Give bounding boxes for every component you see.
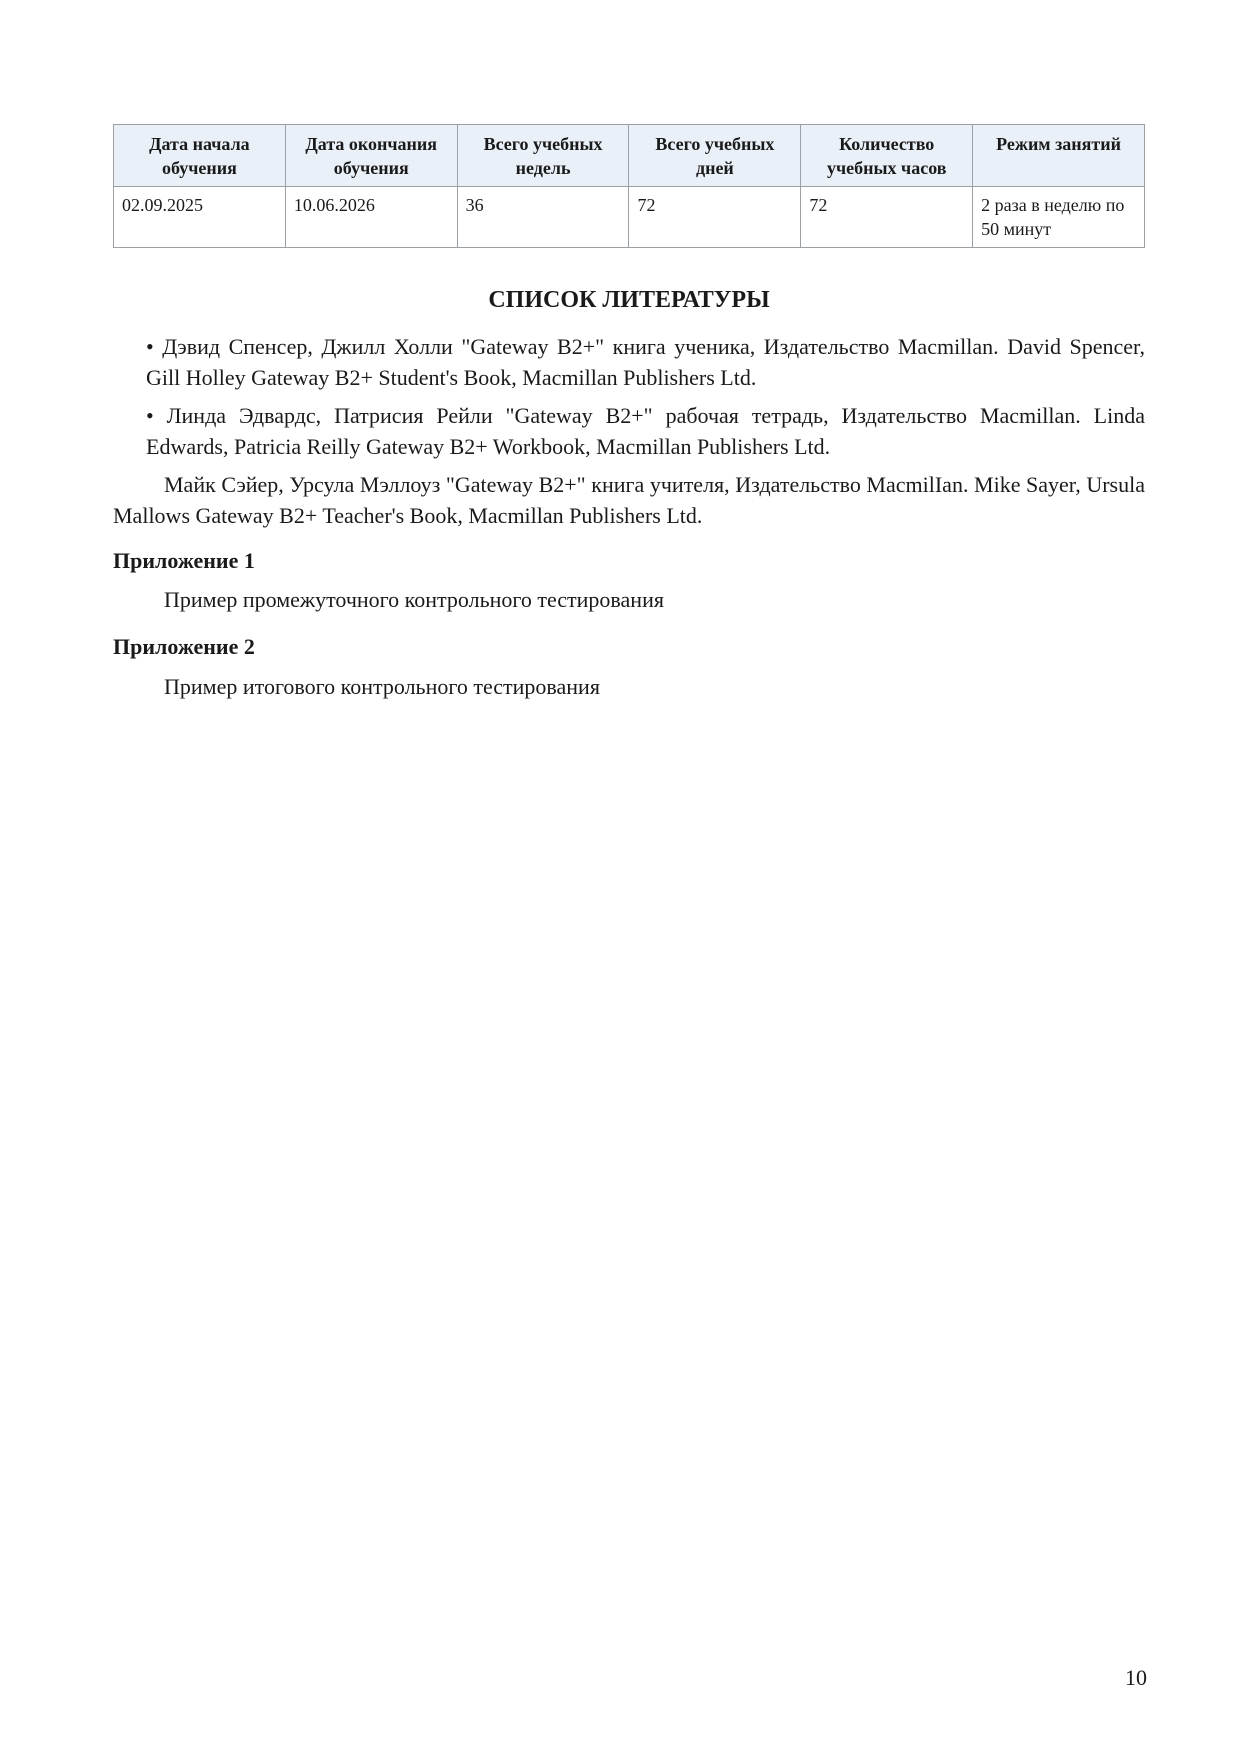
schedule-table: [113, 124, 1145, 248]
header-total-weeks: Всего учебных недель: [457, 125, 629, 187]
appendix-2-description: Пример итогового контрольного тестирования: [164, 674, 600, 699]
appendix-2-heading: Приложение 2: [113, 634, 255, 659]
cell-total-hours: 72: [801, 187, 973, 248]
header-total-hours: Количество учебных часов: [801, 125, 973, 187]
table-header-row: [114, 125, 1145, 187]
appendix-1-heading: Приложение 1: [113, 548, 255, 573]
cell-end-date: 10.06.2026: [285, 187, 457, 248]
header-start-date: Дата начала обучения: [114, 125, 286, 187]
cell-class-mode: 2 раза в неделю по 50 минут: [973, 187, 1145, 248]
cell-start-date: 02.09.2025: [114, 187, 286, 248]
literature-item: • Линда Эдвардс, Патрисия Рейли "Gateway B2+" рабочая тетрадь, Издательство Macmillan. Linda Edwards, Patricia Reilly Gateway B2+ Workbook, Macmillan Publishers Ltd.: [146, 403, 1145, 459]
cell-total-weeks: 36: [457, 187, 629, 248]
header-class-mode: Режим занятий: [973, 125, 1145, 187]
literature-item: Майк Сэйер, Урсула Мэллоуз "Gateway B2+" книга учителя, Издательство MacmilIan. Mike Sayer, Ursula Mallows Gateway B2+ Teacher's Book, Macmillan Publishers Ltd.: [113, 472, 1145, 528]
literature-list: [113, 331, 1145, 538]
header-end-date: Дата окончания обучения: [285, 125, 457, 187]
page-number: 10: [1125, 1665, 1147, 1690]
literature-title: СПИСОК ЛИТЕРАТУРЫ: [488, 287, 770, 313]
table-row: [114, 187, 1145, 248]
literature-item: • Дэвид Спенсер, Джилл Холли "Gateway B2+" книга ученика, Издательство Macmillan. David Spencer, Gill Holley Gateway B2+ Student's Book, Macmillan Publishers Ltd.: [146, 334, 1145, 390]
appendix-1-description: Пример промежуточного контрольного тестирования: [164, 587, 664, 612]
cell-total-days: 72: [629, 187, 801, 248]
header-total-days: Всего учебных дней: [629, 125, 801, 187]
